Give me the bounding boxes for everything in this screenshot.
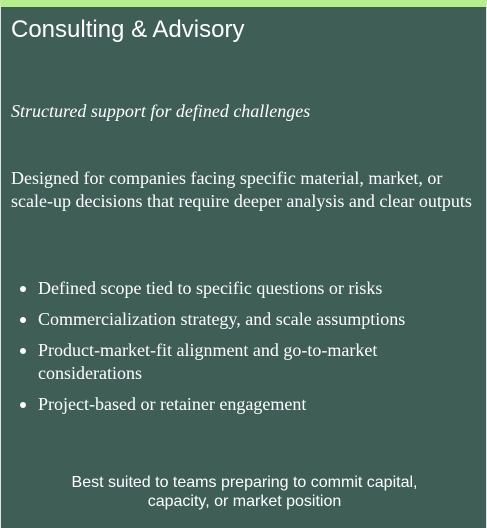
- feature-item-product-market-fit: Product-market-fit alignment and go-to-market considerations: [1, 339, 471, 385]
- card-title: Consulting & Advisory: [11, 16, 245, 43]
- card-subtitle: Structured support for defined challenges: [11, 101, 311, 121]
- footer-line-1: Best suited to teams preparing to commit capital,: [71, 474, 418, 491]
- feature-item-commercialization: Commercialization strategy, and scale assumptions: [1, 308, 471, 331]
- feature-item-engagement-model: Project-based or retainer engagement: [1, 393, 471, 416]
- card-description: Designed for companies facing specific material, market, or scale-up decisions that require deeper analysis and clear outputs: [11, 168, 472, 211]
- feature-item-defined-scope: Defined scope tied to specific questions or risks: [1, 277, 471, 300]
- footer-line-2: capacity, or market position: [147, 493, 342, 510]
- card-footer-note: [1, 473, 487, 511]
- feature-list: [1, 277, 471, 424]
